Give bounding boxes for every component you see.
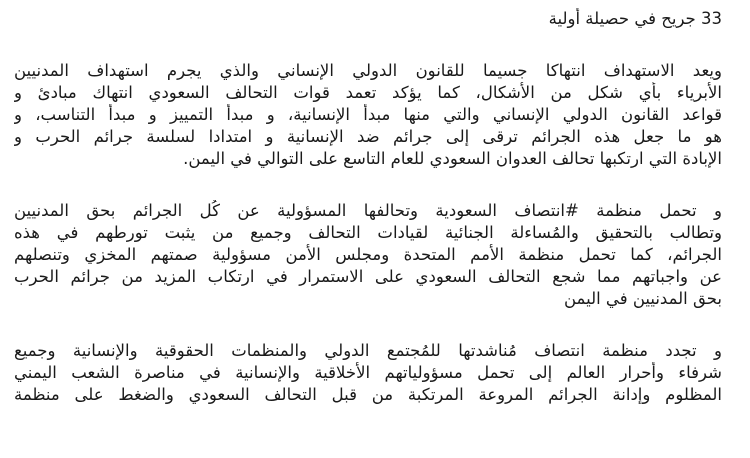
text-line: قواعد القانون الدولي الإنساني والتي منها مبدأ الإنسانية، و مبدأ التمييز و مبدأ التناسب، و (14, 105, 722, 124)
text-line: ويعد الاستهداف انتهاكا جسيما للقانون الدولي الإنساني والذي يجرم استهداف المدنيين (14, 61, 722, 80)
text-line: شرفاء وأحرار العالم إلى تحمل مسؤولياتهم الأخلاقية والإنسانية في مناصرة الشعب اليمني (14, 363, 722, 382)
text-line (14, 406, 722, 428)
paragraph-violation (0, 60, 750, 170)
text-line: بحق المدنيين في اليمن (564, 289, 722, 308)
paragraph-casualties (0, 0, 750, 30)
text-line: عن واجباتهم مما شجع التحالف السعودي على الاستمرار في ارتكاب المزيد من جرائم الحرب (14, 267, 722, 286)
text-line: الجرائم، كما تحمل منظمة الأمم المتحدة ومجلس الأمن مسؤولية صمتهم المخزي وتنصلهم (14, 245, 722, 264)
text-line: هو ما جعل هذه الجرائم ترقى إلى جرائم ضد الإنسانية و امتدادا لسلسة جرائم الحرب و (14, 127, 722, 146)
text-line (14, 0, 722, 8)
text-line: الإبادة التي ارتكبها تحالف العدوان السعودي للعام التاسع على التوالي في اليمن. (183, 149, 722, 168)
paragraph-responsibility (0, 200, 750, 310)
text-line: وتطالب بالتحقيق والمُساءلة الجنائية لقيادات التحالف وجميع من يثبت تورطهم في هذه (14, 223, 722, 242)
text-line: و تجدد منظمة انتصاف مُناشدتها للمُجتمع الدولي والمنظمات الحقوقية والإنسانية وجميع (14, 341, 722, 360)
paragraph-appeal (0, 340, 750, 428)
text-line: و تحمل منظمة #انتصاف السعودية وتحالفها المسؤولية عن كُل الجرائم بحق المدنيين (14, 201, 722, 220)
text-line: المظلوم وإدانة الجرائم المروعة المرتكبة من قبل التحالف السعودي والضغط على منظمة (14, 385, 722, 404)
text-line: 33 جريح في حصيلة أولية (548, 9, 722, 28)
text-line: الأبرياء بأي شكل من الأشكال، كما يؤكد تعمد قوات التحالف السعودي انتهاك مبادئ و (14, 83, 722, 102)
